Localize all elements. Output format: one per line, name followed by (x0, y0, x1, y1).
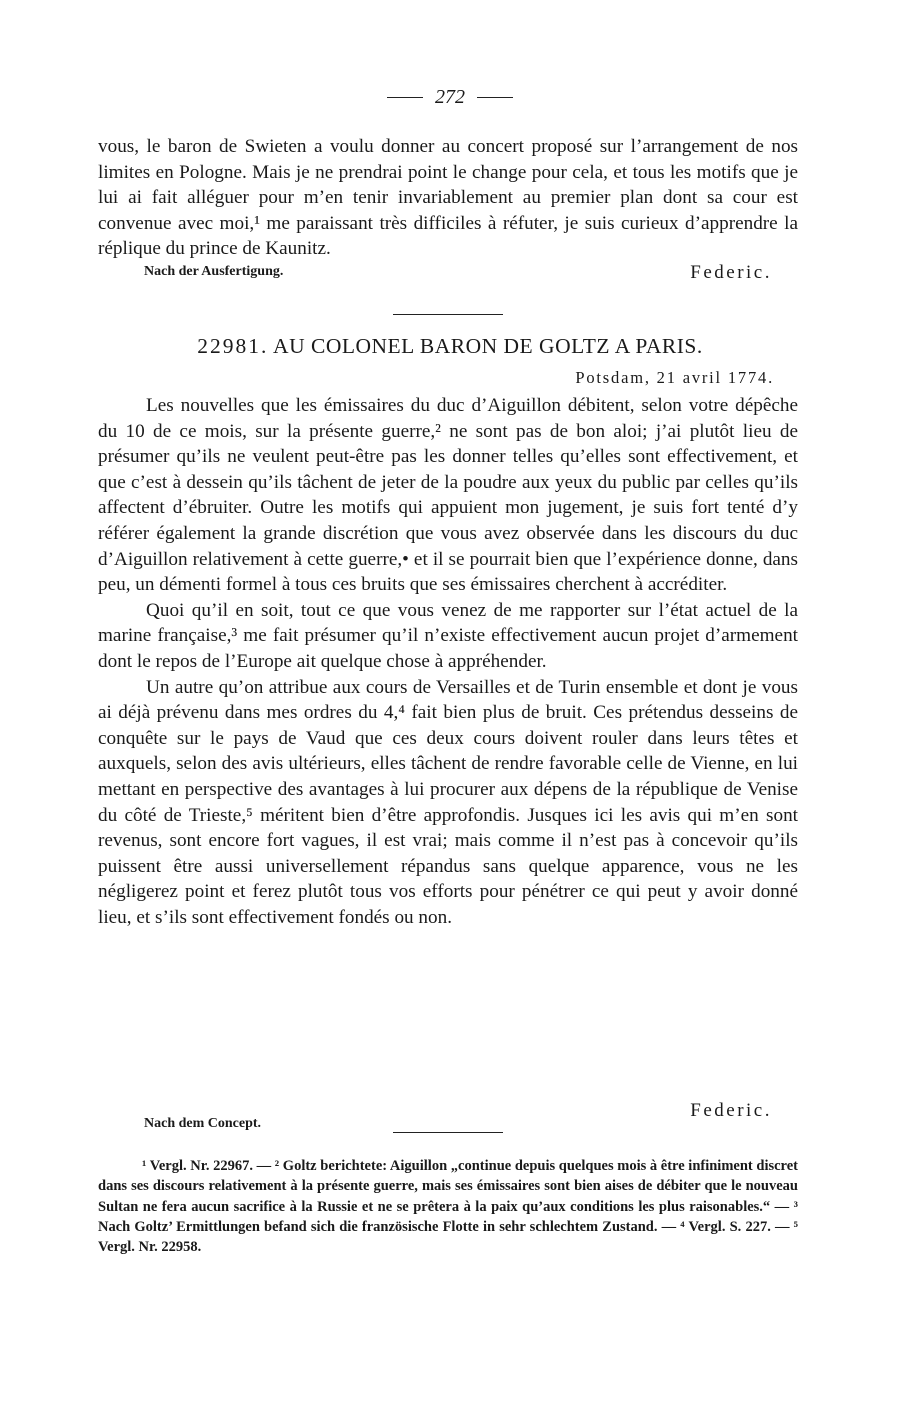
letter-heading (0, 334, 900, 359)
source-note: Nach der Ausfertigung. (144, 263, 284, 279)
place-date: Potsdam, 21 avril 1774. (575, 368, 774, 387)
signature-row (98, 262, 798, 288)
closing-row (98, 1100, 798, 1134)
header-rule-right (477, 97, 513, 98)
source-note: Nach dem Concept. (144, 1116, 262, 1131)
page-header (0, 86, 900, 109)
letter-title: AU COLONEL BARON DE GOLTZ A PARIS. (273, 334, 703, 358)
footnote-text: ¹ Vergl. Nr. 22967. — ² Goltz berichtete: Aiguillon „continue depuis quelques mois à être infiniment discret dans ses discours relativement à la présente guerre, mais ses émissaires sont bien aises de débiter que le nouveau Sultan ne fera aucun sacrifice à la Russie et ne se prêtera à la paix qu’aux conditions les plus raisonables.“ — ³ Nach Goltz’ Ermittlungen befand sich die französische Flotte in sehr schlechtem Zustand. — ⁴ Vergl. S. 227. — ⁵ Vergl. Nr. 22958. (98, 1158, 798, 1256)
letter-paragraph: Quoi qu’il en soit, tout ce que vous venez de me rapporter sur l’état actuel de la marine française,³ me fait présumer qu’il n’existe effectivement aucun projet d’armement dont le repos de l’Europe ait quelque chose à appréhender. (98, 599, 798, 672)
letter-body (98, 393, 798, 930)
previous-letter-continuation (98, 134, 798, 288)
continuation-paragraph: vous, le baron de Swieten a voulu donner au concert proposé sur l’arrangement de nos limites en Pologne. Mais je ne prendrai point le change pour cela, et tous les motifs que je lui ai fait alléguer pour m’en tenir invariablement au premier plan dont sa cour est convenue avec moi,¹ me paraissant très difficiles à réfuter, je suis curieux d’apprendre la réplique du prince de Kaunitz. (98, 136, 798, 260)
section-divider (393, 314, 503, 315)
section-divider (393, 1132, 503, 1133)
header-rule-left (387, 97, 423, 98)
letter-number: 22981. (197, 334, 269, 358)
page-number: 272 (435, 86, 465, 108)
footnotes (98, 1156, 798, 1257)
letter-paragraph: Les nouvelles que les émissaires du duc d’Aiguillon débitent, selon votre dépêche du 10 de ce mois, sur la présente guerre,² ne sont pas de bon aloi; j’ai plutôt lieu de présumer qu’ils ne veulent peut-être pas les donner telles qu’elles sont effectivement, et que c’est à dessein qu’ils tâchent de jeter de la poudre aux yeux du public par celles qu’ils affectent d’ébruiter. Outre les motifs qui appuient mon jugement, je suis fort tenté d’y référer également la grande discrétion que vous avez observée dans les discours du duc d’Aiguillon relativement à cette guerre,• et il se pourrait bien que l’expérience donne, dans peu, un démenti formel à tous ces bruits que ses émissaires cherchent à accréditer. (98, 395, 798, 596)
letter-paragraph: Un autre qu’on attribue aux cours de Versailles et de Turin ensemble et dont je vous ai déjà prévenu dans mes ordres du 4,⁴ fait bien plus de bruit. Ces prétendus desseins de conquête sur le pays de Vaud que ces deux cours doivent rouler dans leurs têtes et auxquels, selon des avis ultérieurs, elles tâchent de rendre favorable celle de Vienne, en lui mettant en perspective des avantages à lui procurer aux dépens de la république de Venise du côté de Trieste,⁵ méritent bien d’être approfondis. Jusques ici les avis qui m’en sont revenus, sont encore fort vagues, il est vrai; mais comme il n’est pas à concevoir qu’ils puissent être aussi universellement répandus sans quelque apparence, vous ne les négligerez point et ferez plutôt tous vos efforts pour pénétrer ce qui peut y avoir donné lieu, et s’ils sont effectivement fondés ou non. (98, 676, 798, 928)
signature: Federic. (690, 1100, 772, 1121)
signature: Federic. (690, 261, 772, 283)
